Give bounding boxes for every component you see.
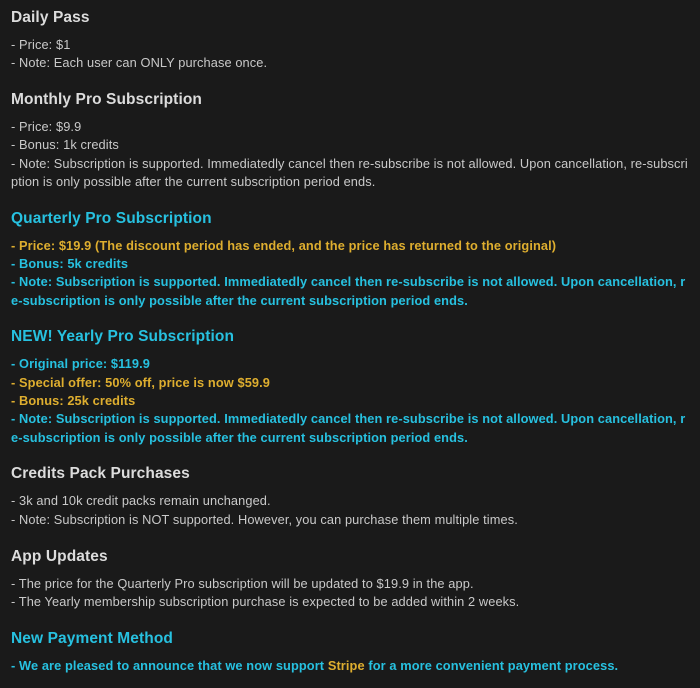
bullet-line (11, 657, 690, 675)
stripe-highlight: Stripe (327, 657, 365, 673)
bullet-line: - Note: Subscription is supported. Immediatedly cancel then re-subscribe is not allowed. Upon cancellation, re-subscription is only possible after the current subscription period ends. (11, 274, 686, 308)
section-title: Monthly Pro Subscription (11, 91, 202, 109)
bullet-line: - Note: Subscription is supported. Immediatedly cancel then re-subscribe is not allowed. Upon cancellation, re-subscription is only possible after the current subscription period ends. (11, 155, 688, 189)
bullet-line: - Special offer: 50% off, price is now $59.9 (11, 374, 270, 390)
section-yearly-pro (11, 327, 690, 446)
bullet-line: - Price: $9.9 (11, 119, 82, 135)
section-credits-packs (11, 464, 690, 529)
section-title: NEW! Yearly Pro Subscription (11, 328, 235, 346)
bullet-line: - Price: $19.9 (The discount period has ended, and the price has returned to the original) (11, 237, 557, 253)
bullet-line: - 3k and 10k credit packs remain unchanged. (11, 493, 271, 509)
bullet-line: - Bonus: 5k credits (11, 256, 129, 272)
bullet-line: - The Yearly membership subscription purchase is expected to be added within 2 weeks. (11, 593, 520, 609)
section-daily-pass (11, 8, 690, 73)
announcement-text: for a more convenient payment process. (364, 657, 619, 673)
section-title: Quarterly Pro Subscription (11, 209, 212, 227)
bullet-line: - Note: Subscription is NOT supported. However, you can purchase them multiple times. (11, 511, 518, 527)
bullet-line: - Original price: $119.9 (11, 356, 150, 372)
bullet-line: - The price for the Quarterly Pro subscription will be updated to $19.9 in the app. (11, 575, 474, 591)
bullet-line: - Note: Each user can ONLY purchase once. (11, 55, 268, 71)
bullet-line: - Bonus: 1k credits (11, 137, 119, 153)
section-app-updates (11, 547, 690, 612)
section-title: Credits Pack Purchases (11, 465, 190, 483)
section-title: New Payment Method (11, 629, 173, 647)
bullet-line: - Bonus: 25k credits (11, 393, 136, 409)
bullet-line: - Note: Subscription is supported. Immediatedly cancel then re-subscribe is not allowed. Upon cancellation, re-subscription is only possible after the current subscription period ends. (11, 411, 686, 445)
bullet-line: - Price: $1 (11, 37, 71, 52)
section-new-payment-method (11, 629, 690, 675)
section-monthly-pro (11, 90, 690, 191)
section-quarterly-pro (11, 209, 690, 310)
announcement-text: - We are pleased to announce that we now support (11, 657, 328, 673)
section-title: Daily Pass (11, 9, 90, 26)
section-title: App Updates (11, 547, 108, 565)
